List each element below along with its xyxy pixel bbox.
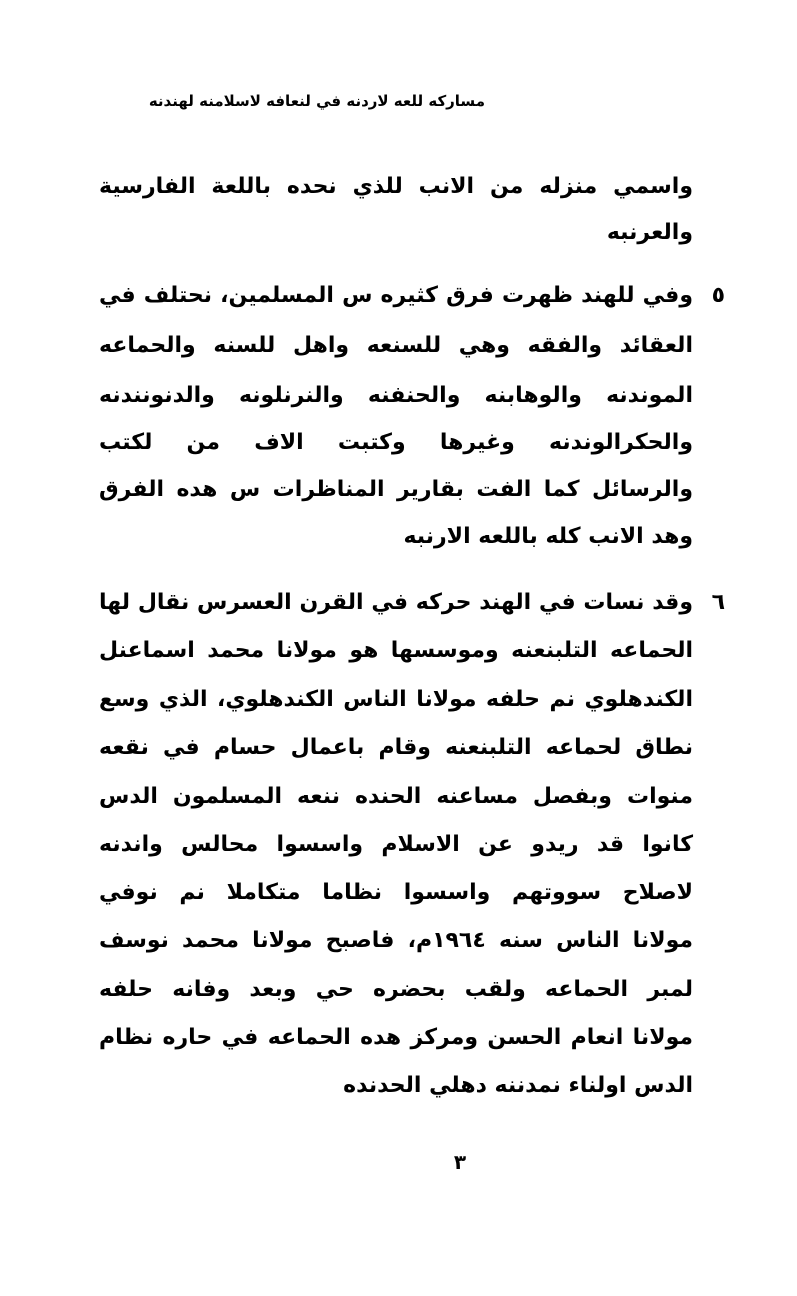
item-6-line: الحماعه التلبنعنه وموسسها هو مولانا محمد اسماعنل bbox=[99, 638, 693, 663]
item-5-line: وهد الانب كله باللعه الارنبه bbox=[403, 524, 693, 549]
item-6-line: الدس اولناء نمدننه دهلي الحدنده bbox=[343, 1073, 693, 1098]
page-number: ٣ bbox=[453, 1150, 467, 1174]
item-5-line: والحكرالوندنه وغيرها وكتبت الاف من لكتب bbox=[99, 430, 693, 455]
item-5-line: العقائد والفقه وهي للسنعه واهل للسنه والحماعه bbox=[99, 333, 693, 358]
intro-line: والعرنبه bbox=[606, 220, 693, 245]
item-5-line: وفي للهند ظهرت فرق كثيره س المسلمين، نحتلف في bbox=[99, 283, 693, 308]
item-6-line: لمبر الحماعه ولقب بحضره حي وبعد وفانه حلفه bbox=[99, 977, 693, 1002]
item-number: ٦ bbox=[711, 590, 725, 615]
item-6-line: الكندهلوي نم حلفه مولانا الناس الكندهلوي، الذي وسع bbox=[99, 687, 693, 712]
item-6-line: مولانا انعام الحسن ومركز هده الحماعه في حاره نظام bbox=[99, 1025, 693, 1050]
intro-line: واسمي منزله من الانب للذي نحده باللعة الفارسية bbox=[99, 174, 693, 199]
item-6-line: كانوا قد ريدو عن الاسلام واسسوا محالس واندنه bbox=[99, 832, 693, 857]
item-number: ٥ bbox=[711, 283, 725, 308]
item-5-line: والرسائل كما الفت بقارير المناظرات س هده الفرق bbox=[99, 477, 693, 502]
item-6-line: لاصلاح سووتهم واسسوا نظاما متكاملا نم نوفي bbox=[99, 880, 693, 905]
item-6-line: نطاق لحماعه التلبنعنه وقام باعمال حسام في نقعه bbox=[99, 735, 693, 760]
item-6-line: وقد نسات في الهند حركه في القرن العسرس نقال لها bbox=[99, 590, 693, 615]
item-6-line: منوات وبفصل مساعنه الحنده ننعه المسلمون الدس bbox=[99, 784, 693, 809]
item-5-line: الموندنه والوهابنه والحنفنه والنرنلونه والدنونندنه bbox=[99, 383, 693, 408]
item-6-line: مولانا الناس سنه ١٩٦٤م، فاصبح مولانا محمد نوسف bbox=[99, 928, 693, 953]
running-header: مساركه للعه لاردنه في لنعافه لاسلامنه لهندنه bbox=[148, 92, 485, 110]
